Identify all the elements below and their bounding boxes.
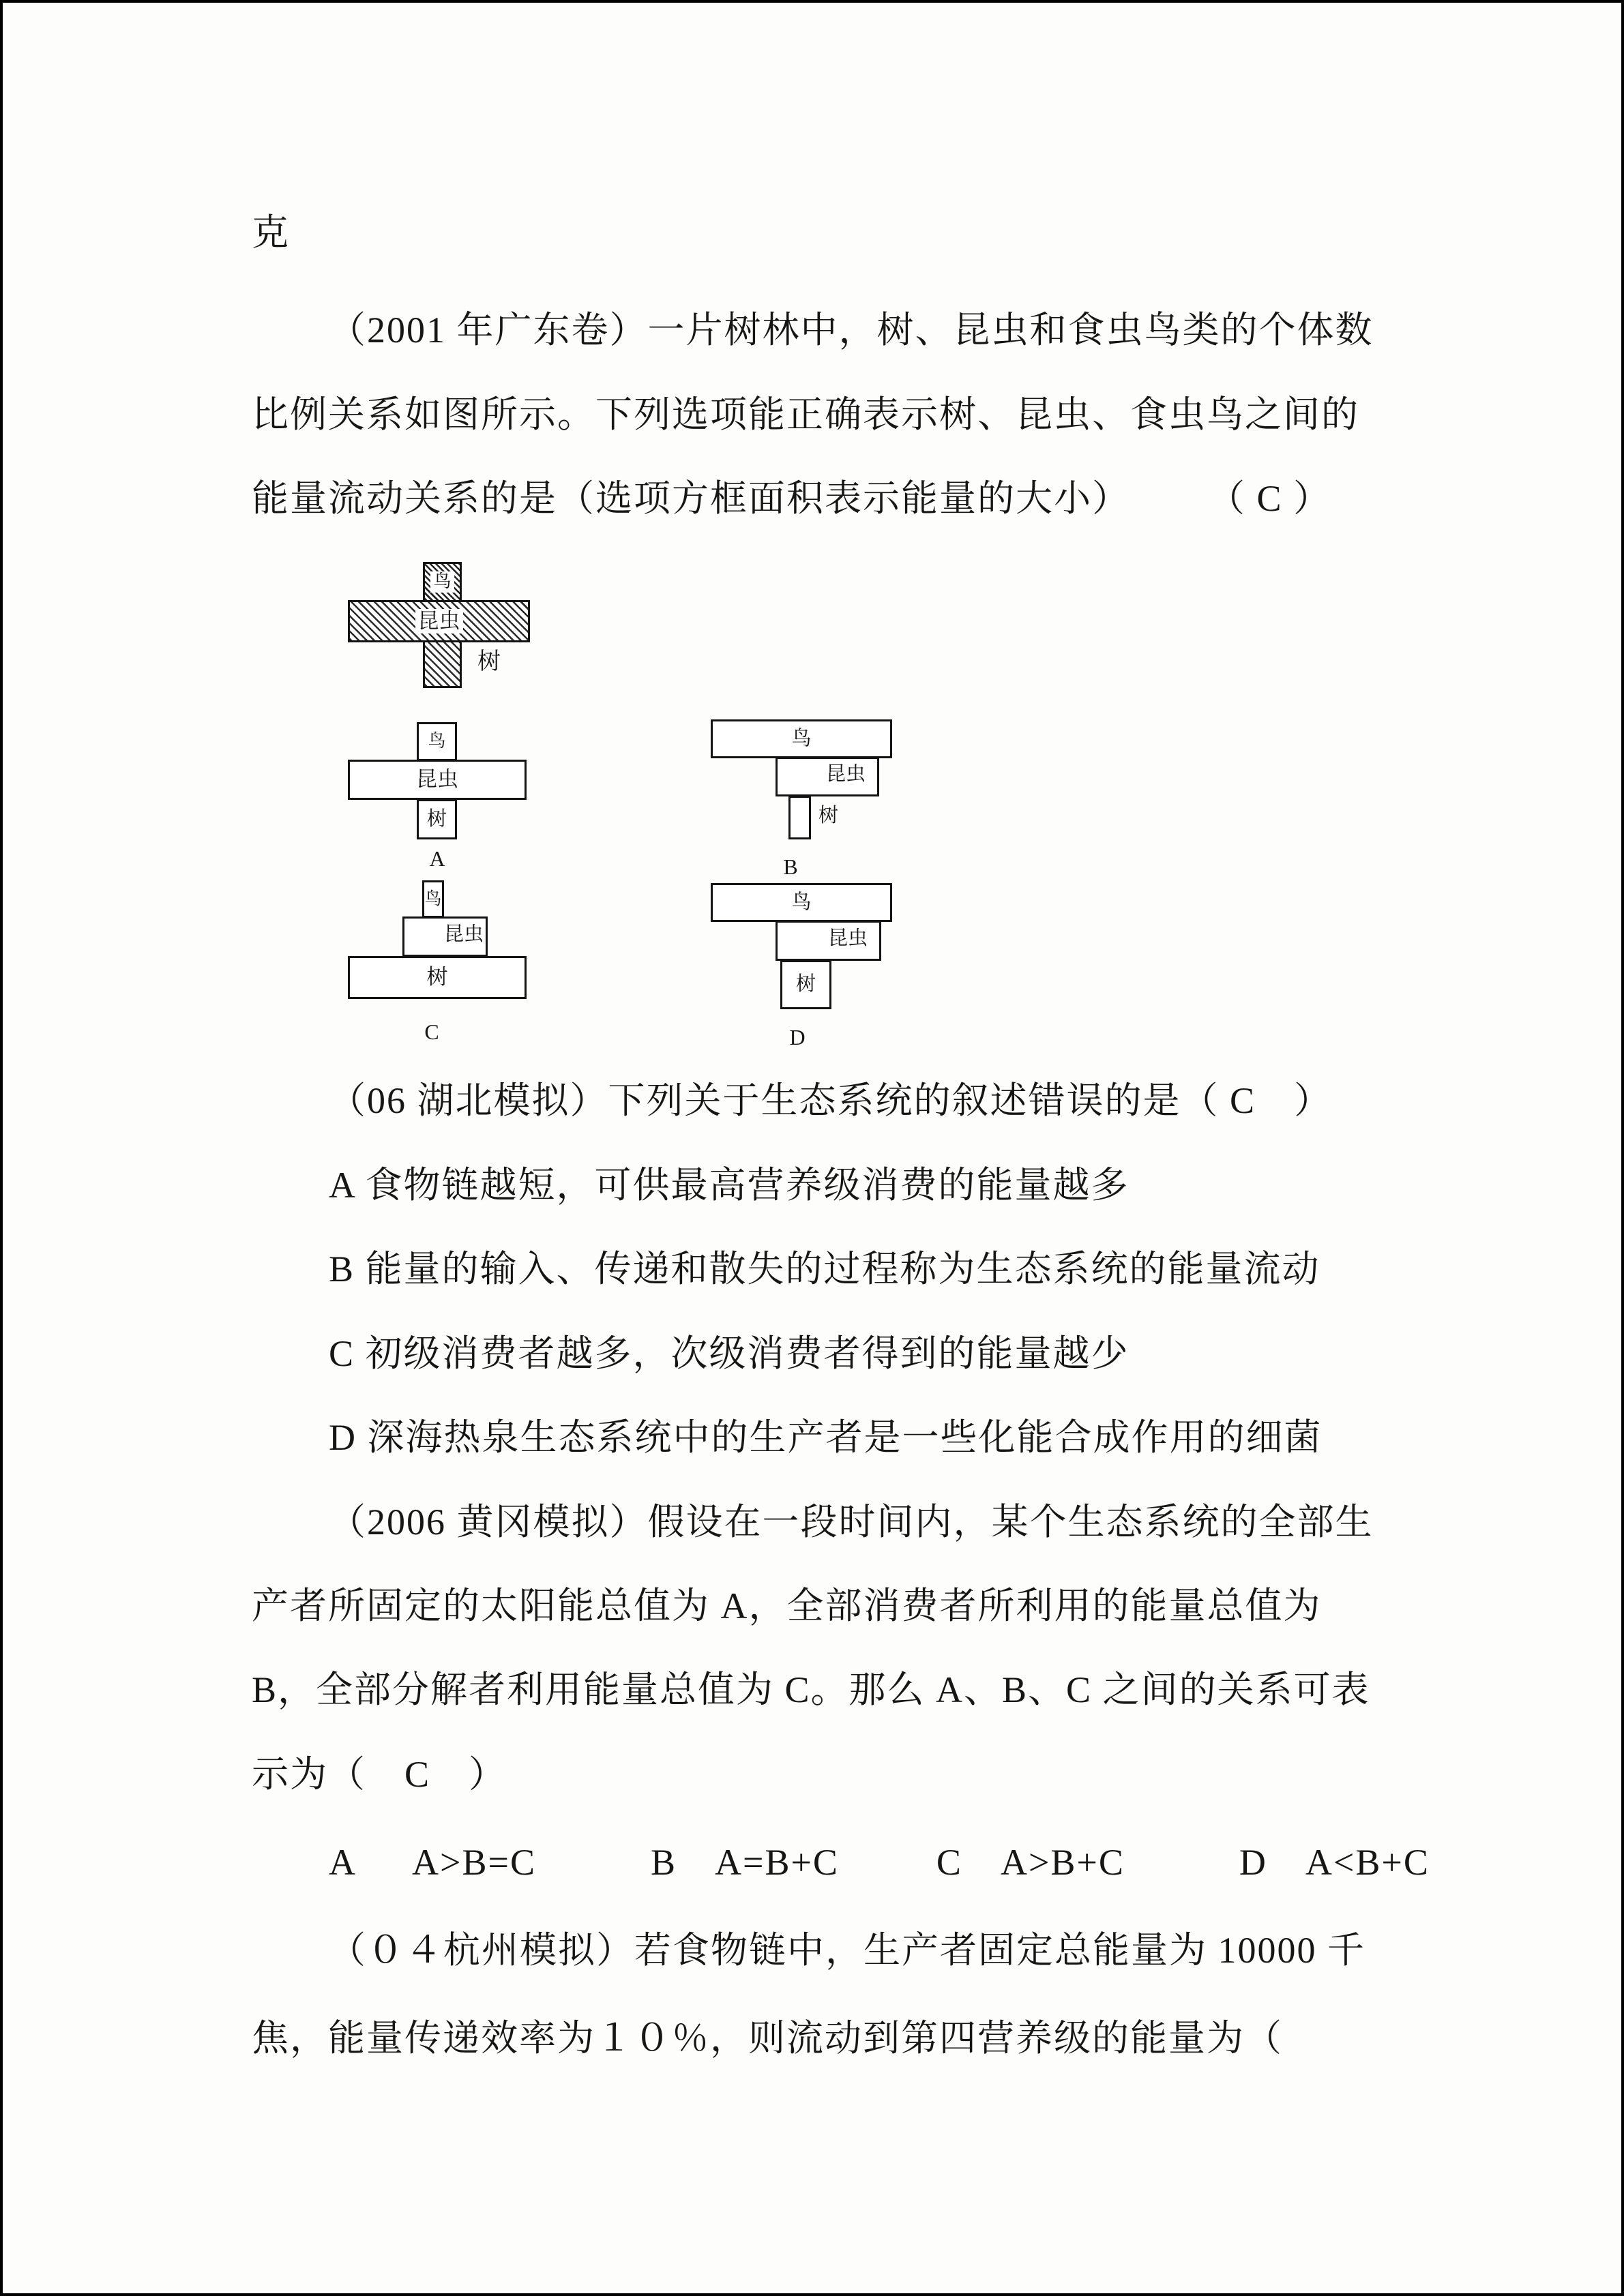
option-c-bird-label: 鸟 — [424, 889, 442, 908]
q1-line-1: （2001 年广东卷）一片树林中，树、昆虫和食虫鸟类的个体数 — [329, 310, 1374, 351]
q3-line-2: 产者所固定的太阳能总值为 A，全部消费者所利用的能量总值为 — [252, 1585, 1322, 1626]
option-d-tree-box — [780, 960, 831, 1009]
option-c-insect-label: 昆虫 — [444, 923, 484, 945]
q3-line-4: 示为（ C ） — [252, 1754, 507, 1795]
q2-option-d: D 深海热泉生态系统中的生产者是一些化能合成作用的细菌 — [329, 1417, 1323, 1458]
option-b-bird-label: 鸟 — [791, 727, 812, 749]
given-insect-box — [348, 600, 530, 642]
given-bird-box — [423, 562, 462, 602]
option-c-bird-box — [422, 880, 444, 918]
given-tree-label: 树 — [477, 649, 501, 674]
option-d-bird-label: 鸟 — [791, 891, 812, 913]
q3-line-3: B，全部分解者利用能量总值为 C。那么 A、B、C 之间的关系可表 — [252, 1669, 1370, 1710]
q2-stem: （06 湖北模拟）下列关于生态系统的叙述错误的是（ C ） — [329, 1080, 1333, 1121]
stray-char: 克 — [252, 212, 290, 253]
option-a-insect-label: 昆虫 — [416, 767, 458, 792]
given-bird-label: 鸟 — [430, 571, 454, 593]
given-tree-box — [423, 640, 462, 688]
q3-options-row: A A>B=C B A=B+C C A>B+C D A<B+C — [329, 1842, 1430, 1883]
option-a-insect-box — [348, 760, 527, 800]
option-b-letter: B — [783, 854, 798, 879]
q4-line-2: 焦，能量传递效率为１０％，则流动到第四营养级的能量为（ — [252, 2018, 1283, 2059]
q2-option-c: C 初级消费者越多，次级消费者得到的能量越少 — [329, 1333, 1130, 1374]
option-b-tree-label: 树 — [818, 805, 839, 826]
option-d-bird-box — [711, 883, 892, 922]
q1-line-3: 能量流动关系的是（选项方框面积表示能量的大小） （ C ） — [252, 478, 1332, 519]
option-a-bird-label: 鸟 — [428, 731, 446, 751]
option-c-tree-box — [348, 956, 527, 999]
q4-line-1: （０４杭州模拟）若食物链中，生产者固定总能量为 10000 千 — [329, 1930, 1365, 1971]
option-d-tree-label: 树 — [795, 973, 816, 996]
q2-option-b: B 能量的输入、传递和散失的过程称为生态系统的能量流动 — [329, 1249, 1320, 1289]
given-insect-label: 昆虫 — [415, 609, 463, 633]
q1-line-2: 比例关系如图所示。下列选项能正确表示树、昆虫、食虫鸟之间的 — [252, 394, 1359, 435]
option-a-tree-box — [417, 799, 457, 839]
option-d-letter: D — [789, 1025, 806, 1049]
option-b-bird-box — [711, 719, 892, 758]
option-a-tree-label: 树 — [426, 807, 447, 830]
option-c-letter: C — [424, 1019, 439, 1044]
option-b-tree-box — [788, 796, 811, 839]
option-a-letter: A — [429, 846, 445, 871]
option-d-insect-label: 昆虫 — [828, 927, 868, 949]
q3-line-1: （2006 黄冈模拟）假设在一段时间内，某个生态系统的全部生 — [329, 1502, 1374, 1542]
option-c-tree-label: 树 — [426, 965, 448, 989]
option-b-insect-label: 昆虫 — [826, 763, 866, 785]
q2-option-a: A 食物链越短，可供最高营养级消费的能量越多 — [329, 1165, 1130, 1206]
option-a-bird-box — [417, 722, 457, 761]
